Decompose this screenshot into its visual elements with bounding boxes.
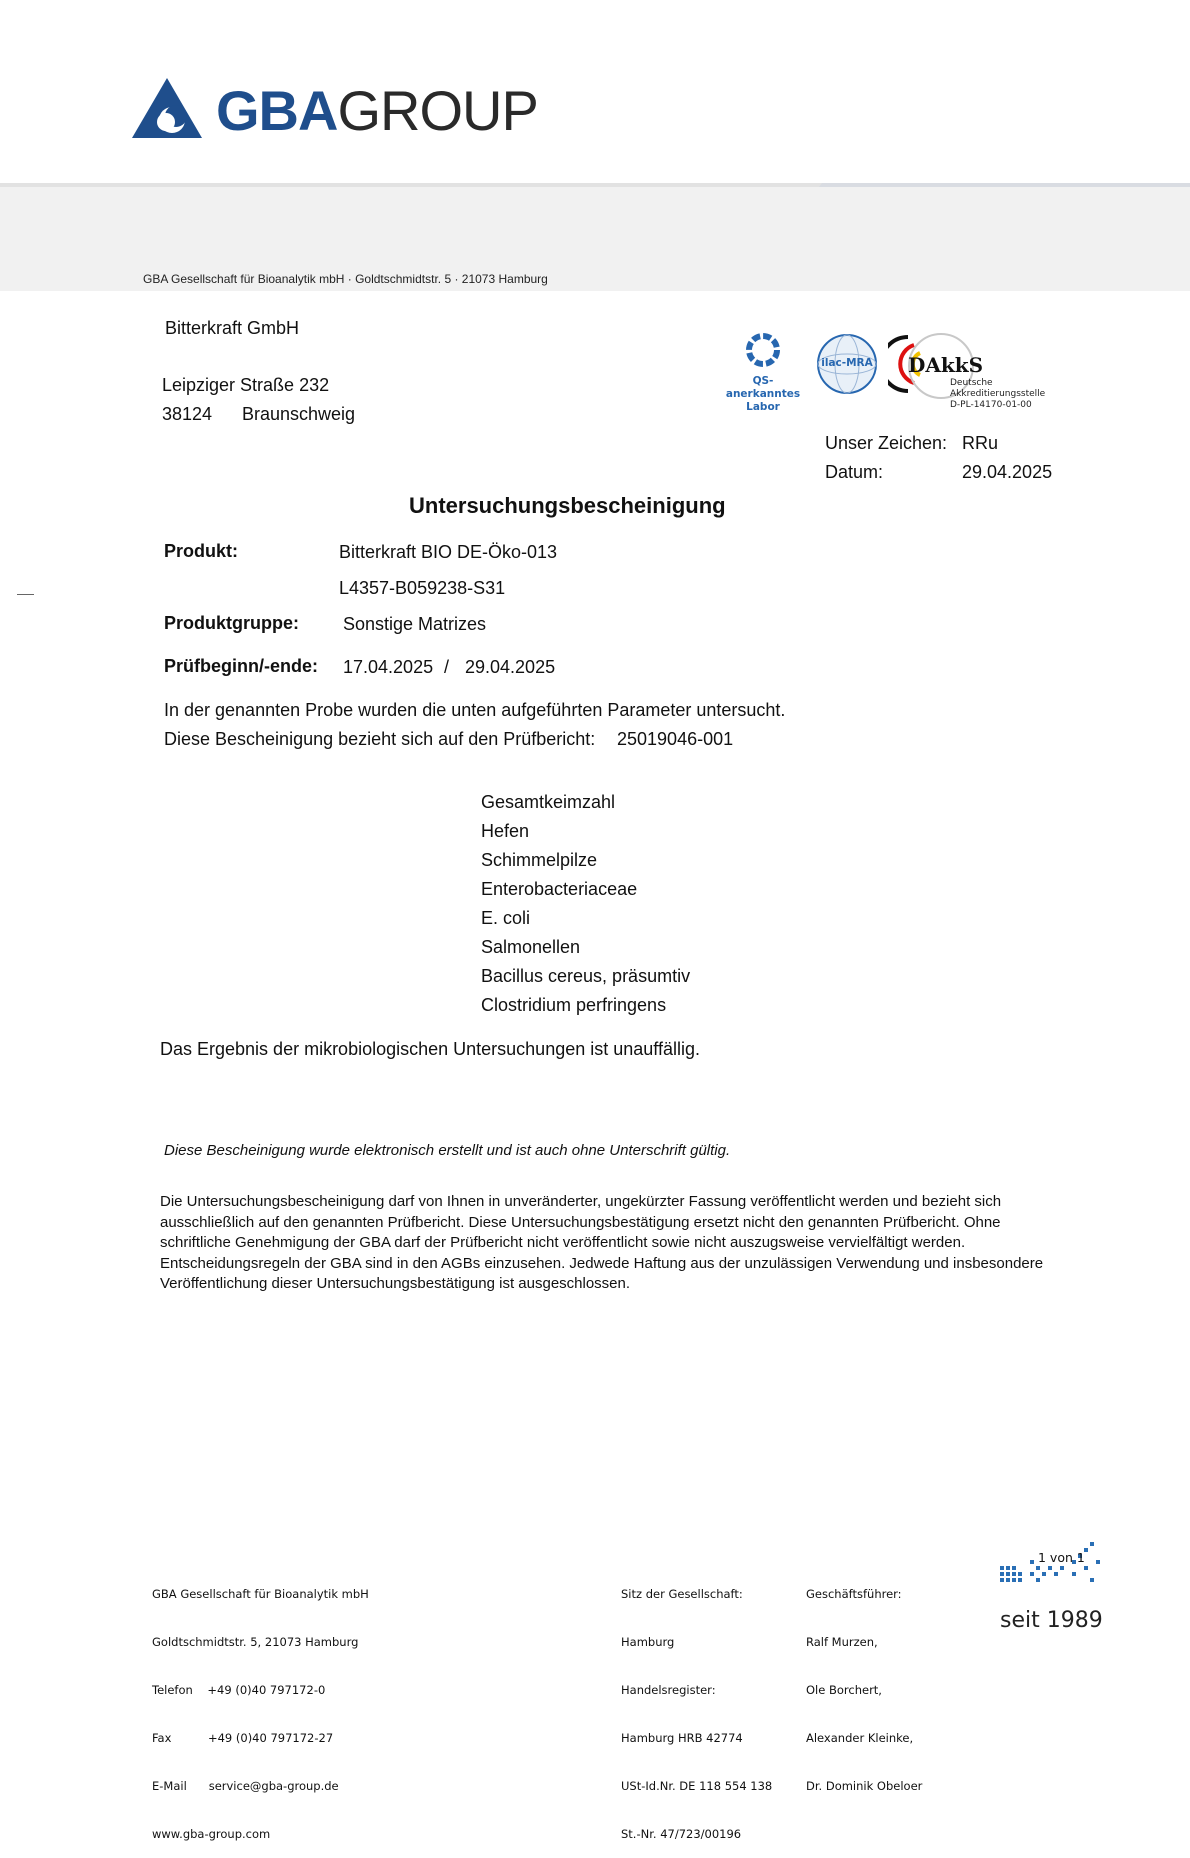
footer-line: GBA Gesellschaft für Bioanalytik mbH	[152, 1587, 369, 1601]
footer-line: Ralf Murzen,	[806, 1635, 878, 1649]
list-item: Bacillus cereus, präsumtiv	[481, 966, 691, 986]
ilac-label: ilac-MRA	[821, 357, 873, 369]
disclaimer-line: ausschließlich auf den genannten Prüfbericht. Diese Untersuchungsbestätigung ersetzt nicht den genannten Prüfbericht. Ohne	[160, 1213, 1001, 1231]
footer-line: E-Mail service@gba-group.de	[152, 1779, 339, 1793]
result-statement: Das Ergebnis der mikrobiologischen Untersuchungen ist unauffällig.	[160, 1039, 700, 1059]
pruef-start: 17.04.2025	[343, 657, 434, 677]
footer-line: Handelsregister:	[621, 1683, 716, 1697]
pruef-end: 29.04.2025	[465, 657, 556, 677]
footer-line: Hamburg	[621, 1635, 675, 1649]
list-item: Hefen	[481, 821, 530, 841]
dot-matrix-icon	[998, 1536, 1104, 1596]
gba-triangle-icon	[132, 78, 202, 140]
datum-value: 29.04.2025	[962, 462, 1053, 482]
recipient-street: Leipziger Straße 232	[162, 375, 330, 395]
page-number: 1 von 1	[1038, 1550, 1085, 1565]
qs-logo	[718, 330, 808, 413]
footer-line: www.gba-group.com	[152, 1827, 271, 1841]
pruef-separator: /	[444, 657, 450, 677]
qs-label-1: QS-anerkanntes	[725, 375, 801, 400]
list-item: Gesamtkeimzahl	[481, 792, 616, 812]
gba-logo	[132, 78, 572, 144]
footer-line: Ole Borchert,	[806, 1683, 882, 1697]
produkt-label: Produkt:	[164, 541, 238, 561]
footer-line: Dr. Dominik Obeloer	[806, 1779, 923, 1793]
qs-ring-icon	[743, 330, 783, 370]
dakks-line-1: Deutsche	[950, 378, 993, 388]
gruppe-value: Sonstige Matrizes	[343, 614, 487, 634]
parameter-list	[481, 788, 690, 1020]
document-title: Untersuchungsbescheinigung	[409, 493, 726, 518]
dakks-line-3: D-PL-14170-01-00	[950, 400, 1032, 410]
gruppe-label: Produktgruppe:	[164, 613, 299, 633]
footer-line: Goldtschmidtstr. 5, 21073 Hamburg	[152, 1635, 359, 1649]
footer-line: USt-Id.Nr. DE 118 554 138	[621, 1779, 773, 1793]
footer-line: Hamburg HRB 42774	[621, 1731, 743, 1745]
footer-management	[806, 1554, 922, 1810]
disclaimer-line: Entscheidungsregeln der GBA sind in den AGBs einzusehen. Jedwede Haftung aus der unzulässigen Verwendung und insbesondere	[160, 1254, 1044, 1272]
list-item: Schimmelpilze	[481, 850, 598, 870]
fold-mark	[17, 594, 34, 595]
dakks-logo	[888, 333, 1048, 413]
intro-line-1: In der genannten Probe wurden die unten aufgeführten Parameter untersucht.	[164, 700, 786, 720]
footer-line: Telefon +49 (0)40 797172-0	[152, 1683, 326, 1697]
sender-line: GBA Gesellschaft für Bioanalytik mbH · Goldtschmidtstr. 5 · 21073 Hamburg	[143, 272, 548, 286]
produkt-value: Bitterkraft BIO DE-Öko-013	[339, 542, 558, 562]
electronic-note: Diese Bescheinigung wurde elektronisch erstellt und ist auch ohne Unterschrift gültig.	[164, 1142, 731, 1159]
footer-line: Geschäftsführer:	[806, 1587, 902, 1601]
footer-line: Alexander Kleinke,	[806, 1731, 914, 1745]
logo-gba-text: GBA	[216, 79, 338, 142]
disclaimer	[160, 1192, 1043, 1295]
intro-line-2: Diese Bescheinigung bezieht sich auf den Prüfbericht:	[164, 729, 596, 749]
recipient-zip: 38124	[162, 404, 213, 424]
dakks-label: DAkkS	[908, 353, 984, 377]
footer-registry	[621, 1554, 772, 1858]
pruef-label: Prüfbeginn/-ende:	[164, 656, 318, 676]
list-item: Enterobacteriaceae	[481, 879, 638, 899]
disclaimer-line: schriftliche Genehmigung der GBA darf der Prüfbericht nicht veröffentlicht sowie nicht auszugsweise vervielfältigt werden.	[160, 1234, 966, 1251]
ilac-logo	[816, 333, 880, 397]
list-item: Clostridium perfringens	[481, 995, 667, 1015]
produkt-code: L4357-B059238-S31	[339, 578, 506, 598]
footer-company	[152, 1554, 369, 1858]
qs-label-2: Labor	[746, 401, 780, 413]
recipient-company: Bitterkraft GmbH	[165, 318, 300, 338]
logo-group-text: GROUP	[337, 79, 538, 142]
list-item: Salmonellen	[481, 937, 581, 957]
footer-line: St.-Nr. 47/723/00196	[621, 1827, 742, 1841]
list-item: E. coli	[481, 908, 531, 928]
zeichen-value: RRu	[962, 433, 999, 453]
since-label: seit 1989	[1000, 1608, 1103, 1633]
disclaimer-line: Die Untersuchungsbescheinigung darf von Ihnen in unveränderter, ungekürzter Fassung veröffentlicht werden und bezieht sich	[160, 1193, 1002, 1210]
datum-label: Datum:	[825, 462, 884, 482]
recipient-city: Braunschweig	[242, 404, 356, 424]
dakks-line-2: Akkreditierungsstelle	[950, 389, 1046, 399]
disclaimer-line: Veröffentlichung dieser Untersuchungsbestätigung ist ausgeschlossen.	[160, 1275, 631, 1292]
report-number: 25019046-001	[617, 729, 734, 749]
footer-line: Sitz der Gesellschaft:	[621, 1587, 743, 1601]
footer-line: Fax +49 (0)40 797172-27	[152, 1731, 334, 1745]
anniversary-logo	[998, 1536, 1108, 1636]
zeichen-label: Unser Zeichen:	[825, 433, 948, 453]
